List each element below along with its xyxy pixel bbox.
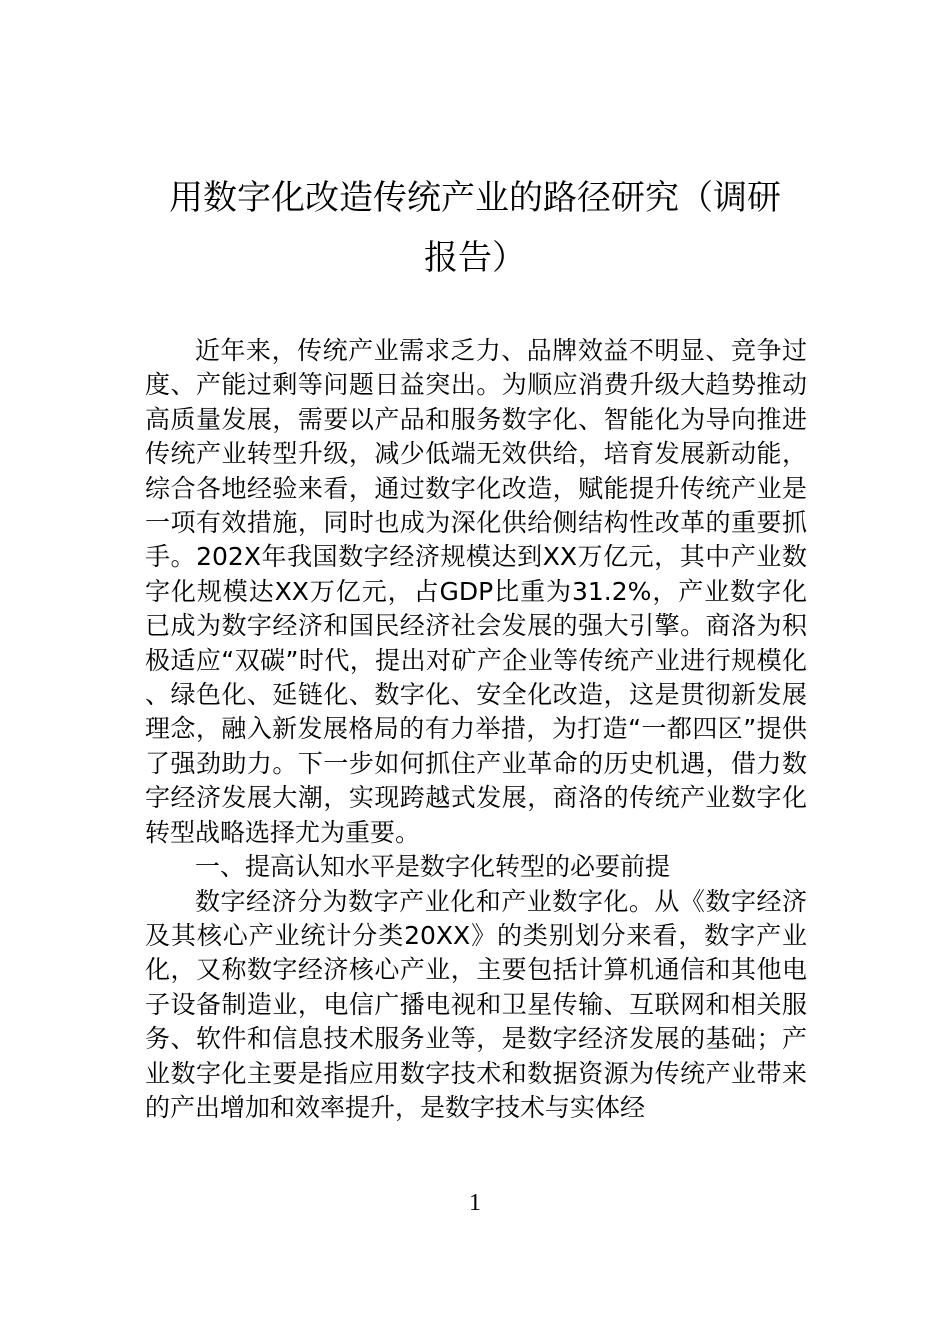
section-heading-1: 一、提高认知水平是数字化转型的必要前提 [195, 852, 671, 882]
document-body [145, 334, 807, 1125]
page-number: 1 [469, 1190, 481, 1216]
body-paragraph-intro: 近年来，传统产业需求乏力、品牌效益不明显、竞争过度、产能过剩等问题日益突出。为顺应消费升级大趋势推动高质量发展，需要以产品和服务数字化、智能化为导向推进传统产业转型升级，减少低端无效供给，培育发展新动能，综合各地经验来看，通过数字化改造，赋能提升传统产业是一项有效措施，同时也成为深化供给侧结构性改革的重要抓手。202X年我国数字经济规模达到XX万亿元，其中产业数字化规模达XX万亿元，占GDP比重为31.2%，产业数字化已成为数字经济和国民经济社会发展的强大引擎。商洛为积极适应“双碳”时代，提出对矿产企业等传统产业进行规模化、绿色化、延链化、数字化、安全化改造，这是贯彻新发展理念，融入新发展格局的有力举措，为打造“一都四区”提供了强劲助力。下一步如何抓住产业革命的历史机遇，借力数字经济发展大潮，实现跨越式发展，商洛的传统产业数字化转型战略选择尤为重要。 [145, 336, 807, 847]
document-title [130, 168, 820, 288]
body-paragraph-section-1: 数字经济分为数字产业化和产业数字化。从《数字经济及其核心产业统计分类20XX》的类别划分来看，数字产业化，又称数字经济核心产业，主要包括计算机通信和其他电子设备制造业，电信广播电视和卫星传输、互联网和相关服务、软件和信息技术服务业等，是数字经济发展的基础；产业数字化主要是指应用数字技术和数据资源为传统产业带来的产出增加和效率提升，是数字技术与实体经 [145, 886, 807, 1122]
title-line-2: 报告） [424, 238, 526, 278]
title-line-1: 用数字化改造传统产业的路径研究（调研 [169, 178, 781, 218]
